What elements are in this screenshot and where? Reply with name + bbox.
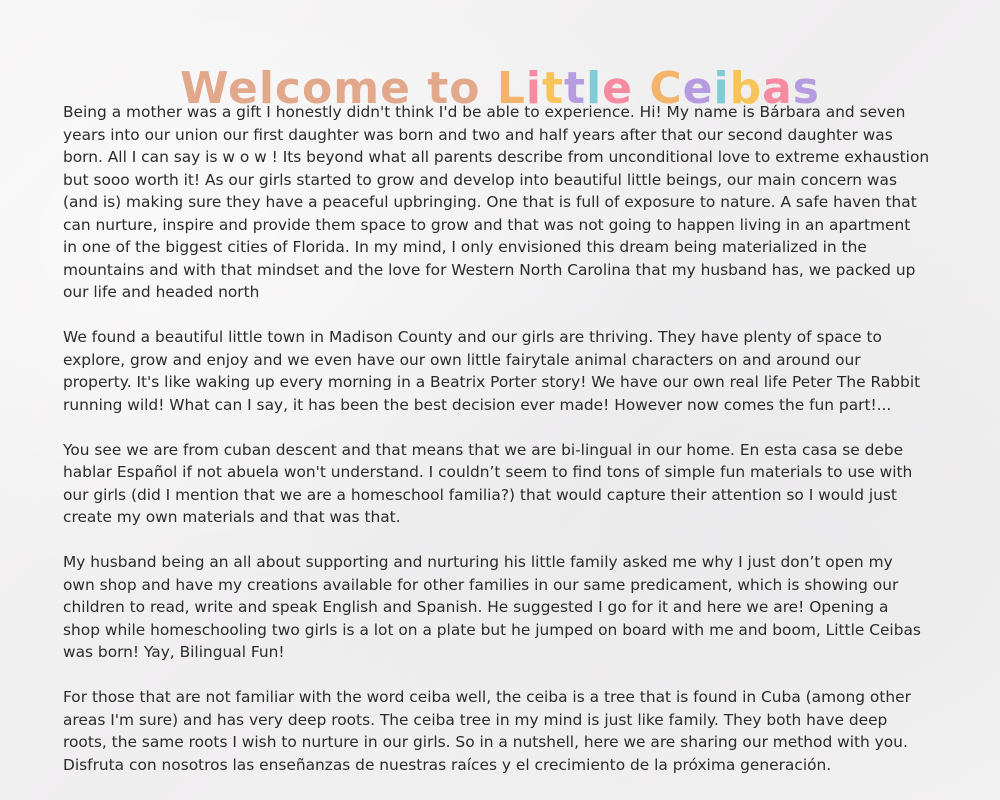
title-brand-letter: L bbox=[496, 63, 526, 115]
title-brand-letter: e bbox=[602, 63, 633, 115]
paragraph-opening-shop: My husband being an all about supporting and nurturing his little family asked me why I just don’t open my own shop and have my creations available for other families in our same predicament, which is showing our children to read, write and speak English and Spanish. He suggested I go for it and here we are! Opening a shop while homeschooling two girls is a lot on a plate but he jumped on board with me and boom, Little Ceibas was born! Yay, Bilingual Fun! bbox=[63, 553, 921, 661]
paragraph-ceiba-meaning: For those that are not familiar with the word ceiba well, the ceiba is a tree that is found in Cuba (among other areas I'm sure) and has very deep roots. The ceiba tree in my mind is just like family. They both have deep roots, the same roots I wish to nurture in our girls. So in a nutshell, here we are sharing our method with you. Disfruta con nosotros las enseñanzas de nuestras raíces y el crecimiento de la próxima generación. bbox=[63, 688, 911, 774]
title-welcome: Welcome to bbox=[180, 63, 481, 115]
title-brand-letter: t bbox=[541, 63, 565, 115]
paragraph-bilingual-home: You see we are from cuban descent and that means that we are bi-lingual in our home. En esta casa se debe hablar Español if not abuela won't understand. I couldn’t seem to find tons of simple fun materials to use with our girls (did I mention that we are a homeschool familia?) that would capture their attention so I would just create my own materials and that was that. bbox=[63, 440, 913, 526]
paragraph-madison-county: We found a beautiful little town in Madison County and our girls are thriving. They have plenty of space to explore, grow and enjoy and we even have our own little fairytale animal characters on and around our property. It's like waking up every morning in a Beatrix Porter story! We have our own real life Peter The Rabbit running wild! What can I say, it has been the best decision ever made! However now comes the fun part!... bbox=[63, 328, 921, 414]
title-brand-letter: a bbox=[762, 63, 793, 115]
title-brand-letter: l bbox=[586, 63, 603, 115]
title-brand-letter: i bbox=[525, 63, 542, 115]
title-brand-letter: e bbox=[682, 63, 714, 115]
title-brand-letter: t bbox=[564, 63, 587, 115]
welcome-letter bbox=[63, 101, 945, 776]
title-brand-letter: b bbox=[729, 63, 763, 115]
title-brand-letter: C bbox=[649, 63, 683, 115]
title-brand-letter: i bbox=[713, 63, 730, 115]
paragraph-intro: Being a mother was a gift I honestly didn't think I'd be able to experience. Hi! My name is Bárbara and seven years into our union our first daughter was born and two and half years after that our second daughter was born. All I can say is w o w ! Its beyond what all parents describe from unconditional love to extreme exhaustion but sooo worth it! As our girls started to grow and develop into beautiful little beings, our main concern was (and is) making sure they have a peaceful upbringing. One that is full of exposure to nature. A safe haven that can nurture, inspire and provide them space to grow and that was not going to happen living in an apartment in one of the biggest cities of Florida. In my mind, I only envisioned this dream being materialized in the mountains and with that mindset and the love for Western North Carolina that my husband has, we packed up our life and headed north bbox=[63, 103, 930, 301]
title-brand-letter: s bbox=[792, 63, 820, 115]
